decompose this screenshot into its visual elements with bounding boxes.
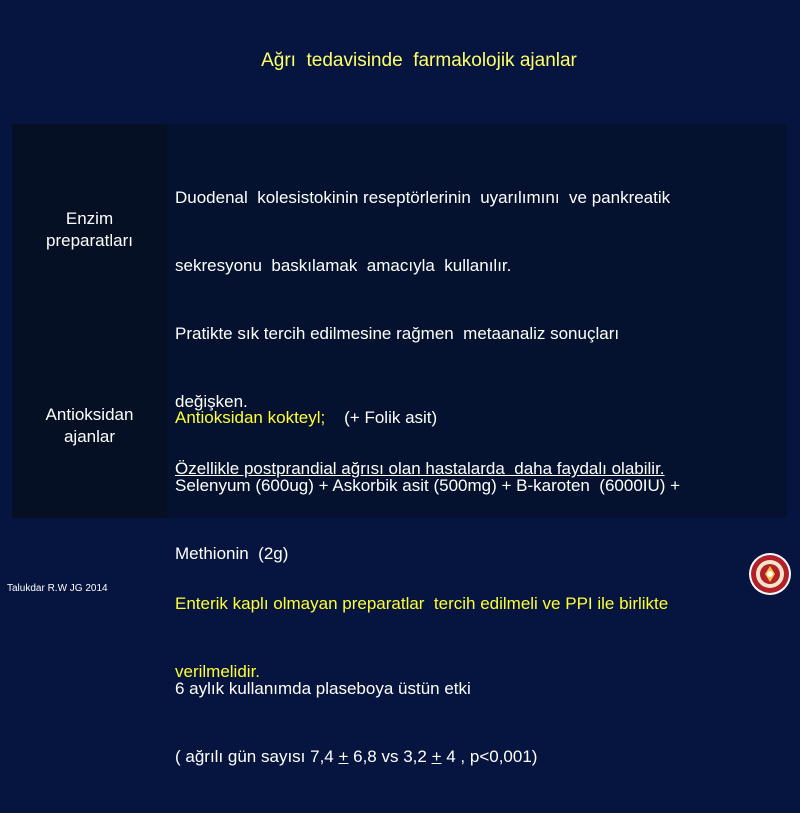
cocktail-label: Antioksidan kokteyl; xyxy=(175,408,326,428)
enzim-line: Duodenal kolesistokinin reseptörlerinin uyarılımını ve pankreatik xyxy=(175,188,671,208)
enzim-line: değişken. xyxy=(175,391,248,411)
enzim-highlight-line2: verilmelidir. xyxy=(175,662,261,682)
enzim-label-line2: preparatları xyxy=(46,231,133,250)
enzim-label xyxy=(12,208,167,252)
stat-pre: ( ağrılı gün sayısı 7,4 xyxy=(175,746,339,766)
plus-sign: + xyxy=(501,475,512,495)
cocktail-line xyxy=(175,407,680,430)
ingredient-askorbik: Askorbik asit (500mg) xyxy=(328,475,502,495)
content-column xyxy=(167,124,787,766)
antioksidan-label-line1: Antioksidan xyxy=(45,405,134,424)
ingredients-line xyxy=(175,475,680,498)
plus-sign: + xyxy=(318,475,329,495)
antioksidan-description xyxy=(175,362,680,813)
enzim-highlight-line1: Enterik kaplı olmayan preparatlar tercih edilmeli ve PPI ile birlikte xyxy=(175,594,669,614)
row-label-column xyxy=(12,124,167,518)
plus-minus-sign: + xyxy=(338,746,349,766)
enzim-label-line1: Enzim xyxy=(65,209,114,228)
antioksidan-label-line2: ajanlar xyxy=(63,427,116,446)
ingredient-karoten: B-karoten (6000IU) xyxy=(511,475,671,495)
enzim-line: Pratikte sık tercih edilmesine rağmen metaanaliz sonuçları xyxy=(175,323,620,343)
ingredient-selenyum: Selenyum (600ug) xyxy=(175,475,319,495)
university-seal-icon xyxy=(748,552,792,596)
enzim-line: sekresyonu baskılamak amacıyla kullanılır. xyxy=(175,255,512,275)
enzim-line-underlined: Özellikle postprandial ağrısı olan hastalarda daha faydalı olabilir. xyxy=(175,459,665,479)
ingredients-line-2: Methionin (2g) xyxy=(175,543,289,563)
efficacy-line: 6 aylık kullanımda plaseboya üstün etki xyxy=(175,678,471,698)
stat-mid: 6,8 vs 3,2 xyxy=(348,746,432,766)
plus-sign: + xyxy=(670,475,681,495)
plus-minus-sign: + xyxy=(431,746,442,766)
slide-title: Ağrı tedavisinde farmakolojik ajanlar xyxy=(261,50,577,71)
stat-post: 4 , p<0,001) xyxy=(441,746,538,766)
cocktail-extra: (+ Folik asit) xyxy=(325,408,438,428)
citation-footer: Talukdar R.W JG 2014 xyxy=(7,583,108,594)
statistics-line xyxy=(175,746,680,769)
antioksidan-label xyxy=(12,404,167,448)
